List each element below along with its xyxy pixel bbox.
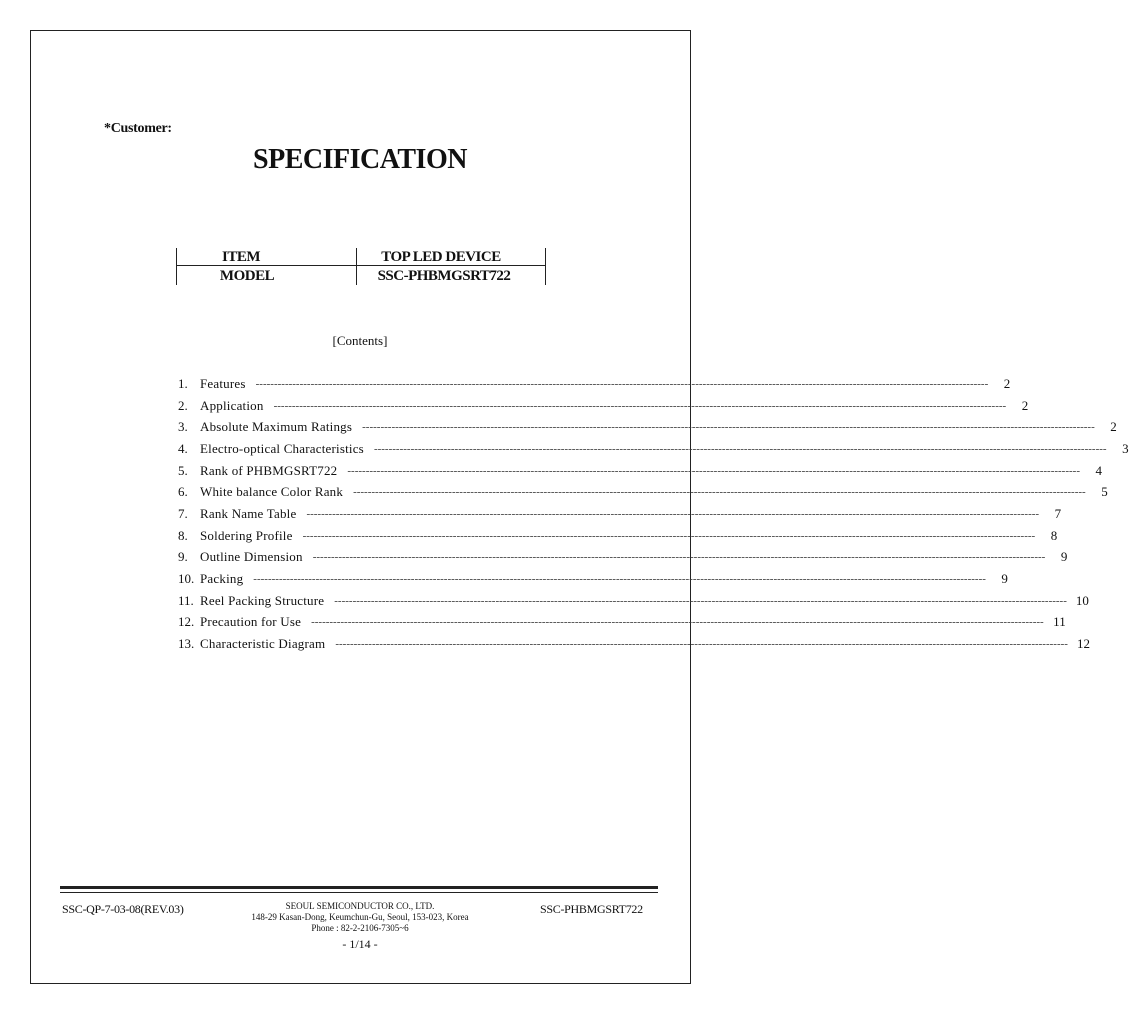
toc-leader: --------------------------------------------------------------------------------------------------------------------------------------------------------------------------------------------------------: [312, 551, 1046, 564]
toc-leader: --------------------------------------------------------------------------------------------------------------------------------------------------------------------------------------------------------: [273, 399, 1007, 412]
company-address: 148-29 Kasan-Dong, Keumchun-Gu, Seoul, 153-023, Korea: [251, 912, 469, 922]
toc-item-number: 3.: [178, 419, 188, 435]
toc-item-page: 12: [1076, 636, 1090, 652]
company-info: [200, 901, 520, 934]
toc-leader: --------------------------------------------------------------------------------------------------------------------------------------------------------------------------------------------------------: [335, 638, 1068, 651]
toc-item-page: 10: [1075, 592, 1089, 608]
toc-item-label: Outline Dimension: [200, 549, 303, 565]
toc-item-label: Soldering Profile: [200, 527, 293, 543]
toc-item-page: 2: [1003, 375, 1011, 391]
company-phone: Phone : 82-2-2106-7305~6: [311, 923, 409, 933]
toc-item-number: 9.: [178, 549, 188, 565]
toc-leader: --------------------------------------------------------------------------------------------------------------------------------------------------------------------------------------------------------: [353, 486, 1086, 499]
toc-leader: --------------------------------------------------------------------------------------------------------------------------------------------------------------------------------------------------------: [347, 464, 1080, 477]
toc-item-page: 5: [1101, 484, 1108, 500]
toc-leader: --------------------------------------------------------------------------------------------------------------------------------------------------------------------------------------------------------: [253, 573, 986, 586]
page-title: SPECIFICATION: [253, 144, 467, 175]
toc-item-number: 7.: [178, 505, 188, 521]
model-label: MODEL: [219, 268, 275, 284]
toc-item-number: 2.: [178, 397, 188, 413]
toc-item: [178, 438, 1129, 460]
item-label: ITEM: [221, 249, 260, 265]
doc-code: SSC-QP-7-03-08(REV.03): [62, 902, 184, 916]
toc-item-number: 1.: [178, 375, 188, 391]
toc-item: [178, 568, 1008, 590]
toc-item: [178, 460, 1102, 482]
toc-item-label: Reel Packing Structure: [200, 592, 325, 608]
toc-leader: --------------------------------------------------------------------------------------------------------------------------------------------------------------------------------------------------------: [306, 507, 1040, 520]
customer-label: *Customer:: [104, 121, 172, 136]
toc-item-number: 12.: [178, 614, 195, 630]
footer-rule: [60, 886, 658, 889]
toc-item-label: Electro-optical Characteristics: [200, 440, 364, 456]
toc-item-label: Rank of PHBMGSRT722: [200, 462, 338, 478]
spec-table: [176, 248, 546, 285]
toc-item: [178, 612, 1066, 634]
toc-item-number: 5.: [178, 462, 188, 478]
toc-item-page: 2: [1110, 419, 1117, 435]
toc-item-page: 4: [1095, 462, 1102, 478]
toc-item-label: Absolute Maximum Ratings: [200, 419, 353, 435]
footer-rule: [60, 892, 658, 893]
table-divider: [545, 248, 546, 285]
toc-item-label: Application: [200, 397, 264, 413]
part-number: SSC-PHBMGSRT722: [540, 902, 643, 916]
toc-item-page: 11: [1053, 614, 1066, 630]
toc-item-page: 2: [1021, 397, 1029, 413]
toc-item-number: 11.: [178, 592, 194, 608]
toc-item-label: White balance Color Rank: [200, 484, 344, 500]
toc-item: [178, 590, 1089, 612]
table-of-contents: [178, 373, 1129, 655]
company-name: SEOUL SEMICONDUCTOR CO., LTD.: [285, 901, 435, 911]
toc-item-label: Precaution for Use: [200, 614, 302, 630]
model-value: SSC-PHBMGSRT722: [377, 268, 511, 284]
page-indicator: - 1/14 -: [342, 937, 378, 951]
toc-item: [178, 633, 1090, 655]
toc-leader: --------------------------------------------------------------------------------------------------------------------------------------------------------------------------------------------------------: [362, 421, 1095, 434]
toc-item: [178, 395, 1029, 417]
toc-leader: --------------------------------------------------------------------------------------------------------------------------------------------------------------------------------------------------------: [302, 529, 1036, 542]
toc-item-number: 13.: [178, 636, 195, 652]
toc-item-label: Features: [200, 375, 246, 391]
toc-item: [178, 525, 1058, 547]
toc-item: [178, 547, 1068, 569]
toc-item-page: 3: [1122, 440, 1129, 456]
item-value: TOP LED DEVICE: [381, 249, 501, 265]
contents-heading: [Contents]: [332, 333, 388, 348]
toc-item: [178, 416, 1117, 438]
toc-leader: --------------------------------------------------------------------------------------------------------------------------------------------------------------------------------------------------------: [311, 616, 1044, 629]
toc-item: [178, 503, 1062, 525]
toc-item-number: 4.: [178, 440, 188, 456]
toc-item-label: Rank Name Table: [200, 505, 297, 521]
toc-leader: --------------------------------------------------------------------------------------------------------------------------------------------------------------------------------------------------------: [334, 594, 1067, 607]
toc-leader: --------------------------------------------------------------------------------------------------------------------------------------------------------------------------------------------------------: [373, 442, 1107, 455]
toc-item-page: 9: [1060, 549, 1068, 565]
toc-item: [178, 373, 1011, 395]
toc-item-number: 8.: [178, 527, 188, 543]
toc-item-page: 9: [1001, 571, 1008, 587]
toc-item-page: 8: [1050, 527, 1058, 543]
toc-item-number: 6.: [178, 484, 188, 500]
toc-item: [178, 481, 1108, 503]
toc-leader: --------------------------------------------------------------------------------------------------------------------------------------------------------------------------------------------------------: [255, 377, 989, 390]
toc-item-page: 7: [1054, 505, 1062, 521]
toc-item-label: Characteristic Diagram: [200, 636, 326, 652]
toc-item-label: Packing: [200, 571, 244, 587]
toc-item-number: 10.: [178, 571, 195, 587]
